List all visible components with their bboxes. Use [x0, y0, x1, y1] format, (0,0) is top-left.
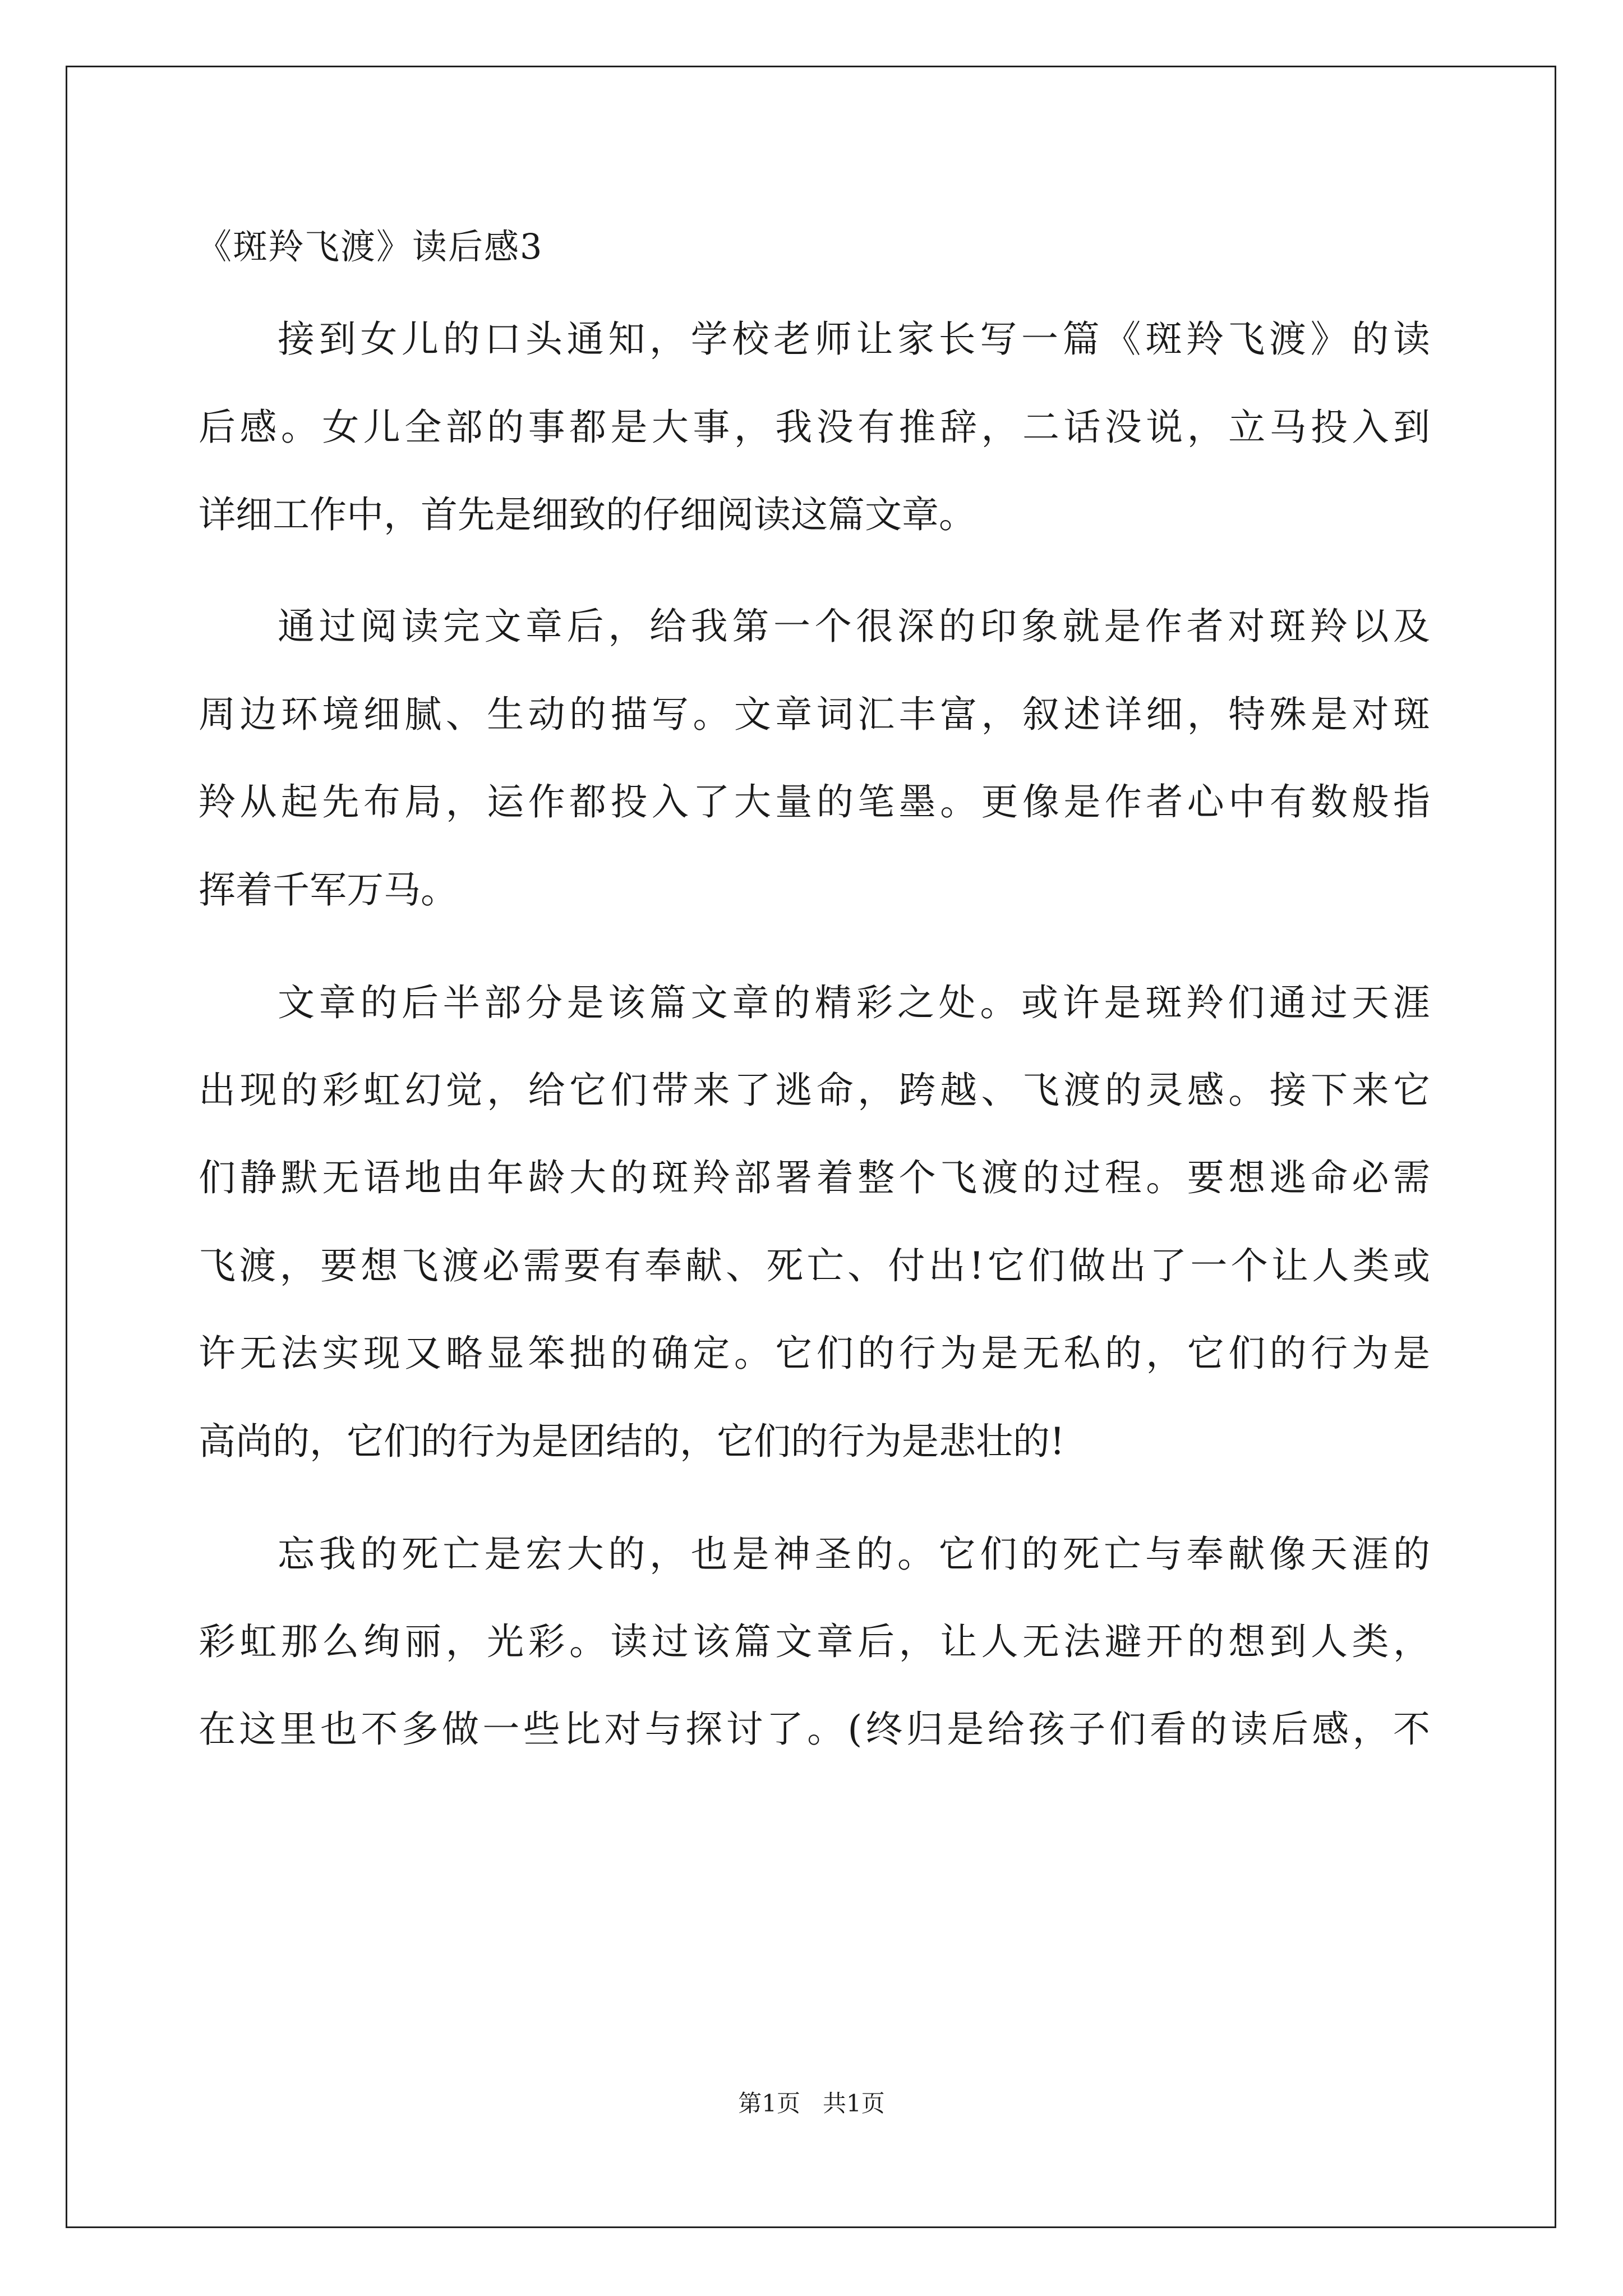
paragraph-1-line-1: 接到女儿的口头通知，学校老师让家长写一篇《斑羚飞渡》的读 — [278, 318, 1430, 361]
paragraph-2-line-2: 周边环境细腻、生动的描写。文章词汇丰富，叙述详细，特殊是对斑 — [199, 693, 1430, 736]
paragraph-2-line-4: 挥着千军万马。 — [199, 868, 458, 912]
paragraph-3-line-4: 飞渡，要想飞渡必需要有奉献、死亡、付出!它们做出了一个让人类或 — [199, 1244, 1430, 1287]
paragraph-3-line-3: 们静默无语地由年龄大的斑羚部署着整个飞渡的过程。要想逃命必需 — [199, 1156, 1430, 1199]
paragraph-1-line-2: 后感。女儿全部的事都是大事，我没有推辞，二话没说，立马投入到 — [199, 406, 1430, 449]
paragraph-2-line-3: 羚从起先布局，运作都投入了大量的笔墨。更像是作者心中有数般指 — [199, 780, 1430, 823]
paragraph-2-line-1: 通过阅读完文章后，给我第一个很深的印象就是作者对斑羚以及 — [278, 605, 1430, 648]
paragraph-3-line-5: 许无法实现又略显笨拙的确定。它们的行为是无私的，它们的行为是 — [199, 1332, 1430, 1375]
paragraph-1-line-3: 详细工作中，首先是细致的仔细阅读这篇文章。 — [199, 493, 976, 536]
paragraph-4-line-3: 在这里也不多做一些比对与探讨了。(终归是给孩子们看的读后感，不 — [199, 1708, 1430, 1751]
paragraph-4-line-2: 彩虹那么绚丽，光彩。读过该篇文章后，让人无法避开的想到人类， — [199, 1620, 1430, 1663]
paragraph-3-line-2: 出现的彩虹幻觉，给它们带来了逃命，跨越、飞渡的灵感。接下来它 — [199, 1069, 1430, 1112]
document-title: 《斑羚飞渡》读后感3 — [197, 226, 543, 267]
page-border — [66, 66, 1556, 2228]
paragraph-3-line-1: 文章的后半部分是该篇文章的精彩之处。或许是斑羚们通过天涯 — [278, 981, 1430, 1024]
page-number-footer: 第1页 共1页 — [738, 2090, 885, 2117]
paragraph-4-line-1: 忘我的死亡是宏大的，也是神圣的。它们的死亡与奉献像天涯的 — [278, 1533, 1430, 1576]
paragraph-3-line-6: 高尚的，它们的行为是团结的，它们的行为是悲壮的! — [199, 1420, 1065, 1463]
